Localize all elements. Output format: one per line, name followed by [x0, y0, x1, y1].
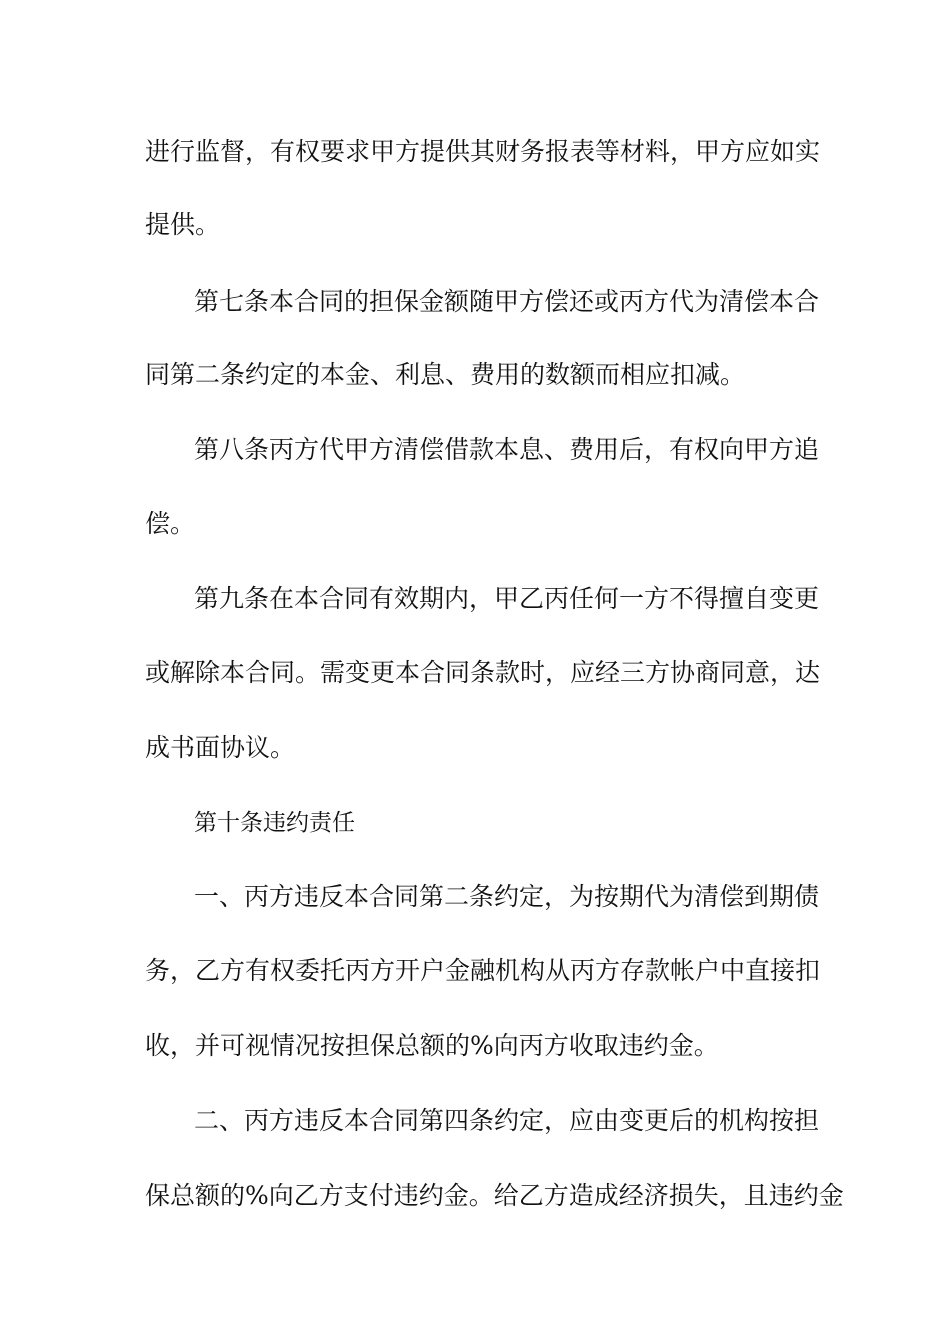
- paragraph-line: 第七条本合同的担保金额随甲方偿还或丙方代为清偿本合: [194, 287, 820, 316]
- paragraph-line: 成书面协议。: [145, 733, 296, 762]
- paragraph-line: 或解除本合同。需变更本合同条款时，应经三方协商同意，达: [145, 658, 821, 687]
- section-heading: 第十条违约责任: [194, 810, 355, 836]
- paragraph-line: 务，乙方有权委托丙方开户金融机构从丙方存款帐户中直接扣: [145, 956, 821, 985]
- paragraph-line: 第八条丙方代甲方清偿借款本息、费用后，有权向甲方追: [194, 435, 820, 464]
- paragraph-line: 收，并可视情况按担保总额的%向丙方收取违约金。: [145, 1031, 719, 1060]
- paragraph-line: 同第二条约定的本金、利息、费用的数额而相应扣减。: [145, 360, 746, 389]
- paragraph-line: 提供。: [145, 210, 221, 239]
- paragraph-line: 保总额的%向乙方支付违约金。给乙方造成经济损失，且违约金: [145, 1181, 844, 1210]
- paragraph-line: 偿。: [145, 509, 196, 538]
- paragraph-line: 第九条在本合同有效期内，甲乙丙任何一方不得擅自变更: [194, 584, 820, 613]
- paragraph-line: 二、丙方违反本合同第四条约定，应由变更后的机构按担: [194, 1106, 820, 1135]
- paragraph-line: 进行监督，有权要求甲方提供其财务报表等材料，甲方应如实: [145, 137, 821, 166]
- paragraph-line: 一、丙方违反本合同第二条约定，为按期代为清偿到期债: [194, 882, 820, 911]
